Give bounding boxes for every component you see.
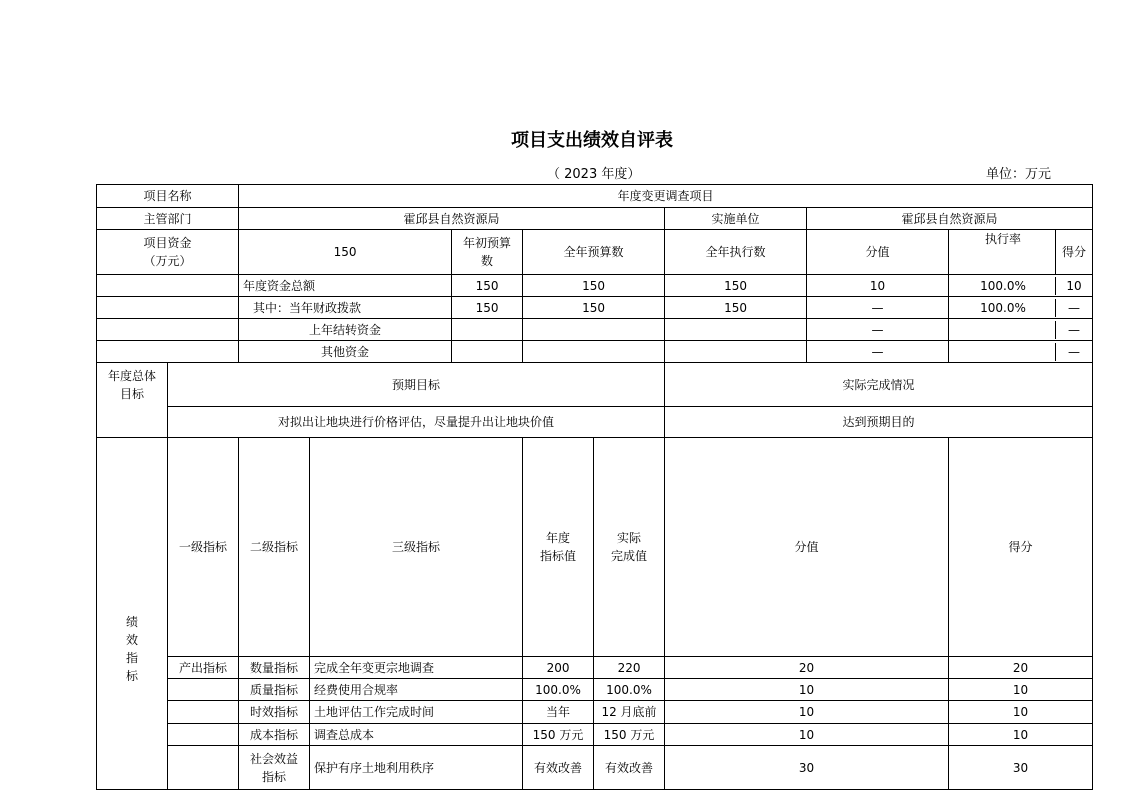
target-header-line2: 指标值 — [540, 549, 577, 563]
funds-row-rate: 100.0% — [980, 278, 1026, 293]
funds-row-weight: — — [807, 297, 949, 319]
funds-row-rate — [953, 321, 1053, 339]
funds-row-executed — [665, 319, 807, 341]
initial-budget-line1: 年初预算 — [463, 236, 512, 250]
dept-value: 霍邱县自然资源局 — [239, 208, 665, 230]
dept-label: 主管部门 — [97, 208, 239, 230]
full-budget-header: 全年预算数 — [523, 230, 665, 275]
score-header: 得分 — [1055, 230, 1092, 274]
indicator-level2: 时效指标 — [239, 701, 310, 724]
indicator-side-char: 效 — [125, 632, 138, 647]
funds-row-total — [97, 275, 1093, 297]
funds-row-weight: — — [807, 319, 949, 341]
indicator-weight-header: 分值 — [665, 438, 949, 657]
goals-value-row — [97, 407, 1093, 438]
level2-header: 二级指标 — [239, 438, 310, 657]
impl-unit-label: 实施单位 — [665, 208, 807, 230]
funds-row-initial: 150 — [452, 297, 523, 319]
indicator-target: 100.0% — [523, 679, 594, 701]
unit-label: 单位：万元 — [986, 167, 1052, 182]
indicator-level3: 土地评估工作完成时间 — [310, 701, 523, 724]
indicator-score: 10 — [949, 701, 1093, 724]
indicator-side-char: 绩 — [125, 614, 138, 629]
actual-goal-header: 实际完成情况 — [665, 363, 1093, 407]
social-level2-line2: 指标 — [262, 769, 287, 784]
indicator-target: 150 万元 — [523, 724, 594, 746]
funds-row-score: — — [1055, 299, 1092, 317]
funds-row-carryover — [97, 319, 1093, 341]
indicator-level3: 调查总成本 — [310, 724, 523, 746]
target-header — [523, 438, 594, 657]
expected-goal-header: 预期目标 — [168, 363, 665, 407]
indicator-score: 10 — [949, 679, 1093, 701]
actual-header-line1: 实际 — [617, 531, 642, 545]
funds-row-initial — [452, 341, 523, 363]
indicator-row — [97, 679, 1093, 701]
initial-budget-header — [452, 230, 523, 275]
funds-row-label: 上年结转资金 — [239, 319, 452, 341]
exec-rate-label: 执行率 — [985, 232, 1022, 246]
indicator-level2: 质量指标 — [239, 679, 310, 701]
funds-row-rate-score — [949, 341, 1093, 363]
target-header-line1: 年度 — [546, 531, 571, 545]
goals-label-line2: 目标 — [119, 387, 144, 401]
actual-header-line2: 完成值 — [611, 549, 648, 563]
funds-row-rate-score — [949, 275, 1093, 297]
executed-header: 全年执行数 — [665, 230, 807, 275]
funds-row-full: 150 — [523, 297, 665, 319]
indicator-level3: 完成全年变更宗地调查 — [310, 657, 523, 679]
indicator-level1: 产出指标 — [168, 657, 239, 679]
funds-row-rate — [953, 343, 1053, 361]
funds-row-fiscal — [97, 297, 1093, 319]
performance-indicator-label — [97, 438, 168, 790]
indicator-weight: 10 — [665, 724, 949, 746]
funds-row-weight: — — [807, 341, 949, 363]
indicator-row — [97, 657, 1093, 679]
funds-row-score: — — [1055, 343, 1092, 361]
expected-goal-value: 对拟出让地块进行价格评估，尽量提升出让地块价值 — [168, 407, 665, 438]
funds-total-value: 150 — [239, 230, 452, 275]
funds-label-line1: 项目资金 — [143, 236, 192, 250]
indicator-level3: 经费使用合规率 — [310, 679, 523, 701]
initial-budget-line2: 数 — [481, 254, 494, 268]
indicator-level3: 保护有序土地利用秩序 — [310, 746, 523, 790]
department-row — [97, 208, 1093, 230]
goals-label — [97, 363, 168, 438]
funds-label — [97, 230, 239, 275]
funds-row-rate-score — [949, 319, 1093, 341]
weight-header: 分值 — [807, 230, 949, 275]
indicator-target: 有效改善 — [523, 746, 594, 790]
indicator-side-char: 标 — [125, 668, 138, 683]
indicator-row — [97, 724, 1093, 746]
funds-row-full: 150 — [523, 275, 665, 297]
funds-row-initial — [452, 319, 523, 341]
indicator-header-row — [97, 438, 1093, 657]
impl-unit-value: 霍邱县自然资源局 — [807, 208, 1093, 230]
funds-row-label: 其中：当年财政拨款 — [239, 297, 452, 319]
page-title: 项目支出绩效自评表 — [511, 130, 673, 151]
funds-row-full — [523, 319, 665, 341]
funds-row-label: 其他资金 — [239, 341, 452, 363]
funds-label-line2: （万元） — [143, 254, 192, 268]
indicator-level1 — [168, 746, 239, 790]
funds-row-score: 10 — [1055, 277, 1092, 295]
funds-row-score: — — [1055, 321, 1092, 339]
indicator-target: 当年 — [523, 701, 594, 724]
indicator-weight: 30 — [665, 746, 949, 790]
indicator-level2: 数量指标 — [239, 657, 310, 679]
indicator-weight: 20 — [665, 657, 949, 679]
indicator-row — [97, 701, 1093, 724]
indicator-level2: 成本指标 — [239, 724, 310, 746]
indicator-score: 10 — [949, 724, 1093, 746]
funds-row-other — [97, 341, 1093, 363]
funds-row-rate-score — [949, 297, 1093, 319]
funds-row-full — [523, 341, 665, 363]
performance-table — [96, 184, 1093, 790]
project-name-label: 项目名称 — [97, 185, 239, 208]
indicator-actual: 100.0% — [594, 679, 665, 701]
year-label: （ 2023 年度） — [547, 167, 641, 182]
indicator-actual: 有效改善 — [594, 746, 665, 790]
funds-header-row — [97, 230, 1093, 275]
indicator-side-char: 指 — [125, 650, 138, 665]
indicator-weight: 10 — [665, 679, 949, 701]
funds-row-rate: 100.0% — [980, 300, 1026, 315]
level3-header: 三级指标 — [310, 438, 523, 657]
funds-row-initial: 150 — [452, 275, 523, 297]
indicator-score-header: 得分 — [949, 438, 1093, 657]
level1-header: 一级指标 — [168, 438, 239, 657]
funds-row-executed — [665, 341, 807, 363]
goals-header-row — [97, 363, 1093, 407]
indicator-level1 — [168, 701, 239, 724]
indicator-weight: 10 — [665, 701, 949, 724]
indicator-score: 20 — [949, 657, 1093, 679]
funds-row-executed: 150 — [665, 275, 807, 297]
indicator-actual: 220 — [594, 657, 665, 679]
funds-row-weight: 10 — [807, 275, 949, 297]
indicator-level1 — [168, 679, 239, 701]
funds-row-executed: 150 — [665, 297, 807, 319]
indicator-actual: 12 月底前 — [594, 701, 665, 724]
exec-rate-header — [949, 230, 1093, 275]
project-name-row — [97, 185, 1093, 208]
indicator-score: 30 — [949, 746, 1093, 790]
indicator-row-social — [97, 746, 1093, 790]
indicator-target: 200 — [523, 657, 594, 679]
social-level2-line1: 社会效益 — [250, 751, 299, 766]
indicator-level1 — [168, 724, 239, 746]
project-name-value: 年度变更调查项目 — [239, 185, 1093, 208]
actual-goal-value: 达到预期目的 — [665, 407, 1093, 438]
goals-label-line1: 年度总体 — [107, 369, 156, 383]
indicator-level2 — [239, 746, 310, 790]
actual-header — [594, 438, 665, 657]
indicator-actual: 150 万元 — [594, 724, 665, 746]
funds-row-label: 年度资金总额 — [239, 275, 452, 297]
